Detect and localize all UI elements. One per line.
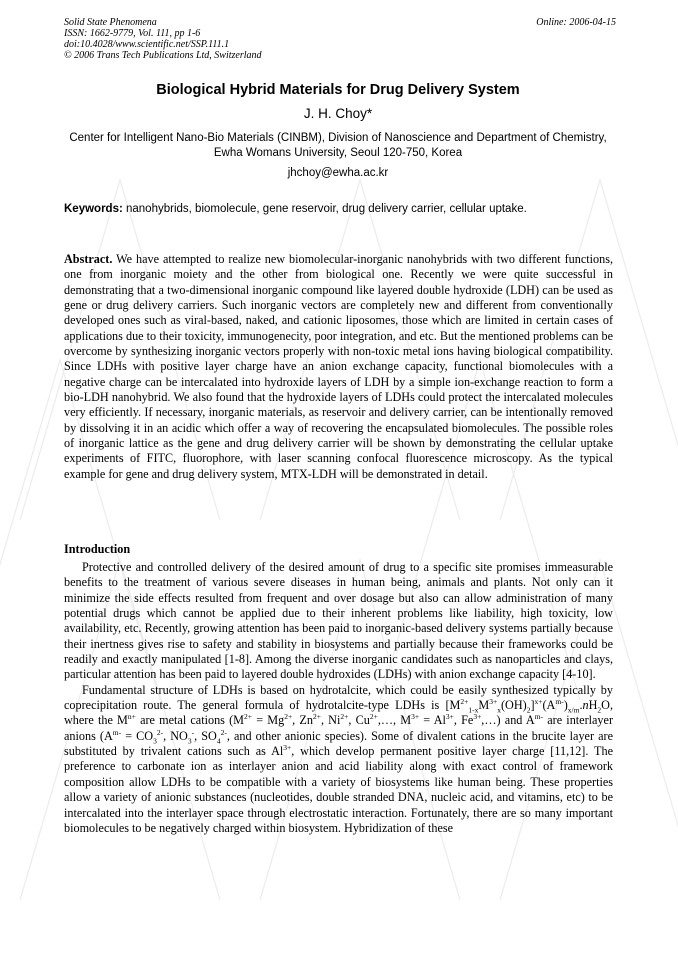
keywords-text: nanohybrids, biomolecule, gene reservoir, drug delivery carrier, cellular uptake. <box>126 203 527 215</box>
journal-header <box>64 17 616 61</box>
intro-paragraph-1: Protective and controlled delivery of the desired amount of drug to a specific site promises immeasurable benefits to the treatment of various severe diseases in human being, animals and plants. Not only can it minimize the side effects resulted from frequent and over dosage but also can allow administration of many potential drugs which cannot be applied due to their inherent problems like liability, high toxicity, low availability, etc. Recently, growing attention has been paid to inorganic-based delivery systems partially because their inertness gives rise to safety and stability in biosystems and partially because their frameworks could be readily and exactly manipulated [1-8]. Among the diverse inorganic candidates such as nanoparticles and clays, particular attention has been paid to layered double hydroxides (LDHs) with anion exchange capacity [4-10]. <box>64 560 613 682</box>
journal-copyright: © 2006 Trans Tech Publications Ltd, Switzerland <box>64 50 262 61</box>
keywords-label: Keywords: <box>64 203 123 215</box>
introduction-body <box>64 560 613 836</box>
journal-doi: doi:10.4028/www.scientific.net/SSP.111.1 <box>64 39 230 50</box>
journal-issn: ISSN: 1662-9779, Vol. 111, pp 1-6 <box>64 28 201 39</box>
abstract <box>64 252 613 482</box>
section-heading-introduction: Introduction <box>64 542 131 556</box>
keywords <box>64 203 616 215</box>
paper-title: Biological Hybrid Materials for Drug Delivery System <box>156 82 520 98</box>
author-affiliation: Center for Intelligent Nano-Bio Materials (CINBM), Division of Nanoscience and Department of Chemistry, Ewha Womans University, Seoul 120-750, Korea <box>69 132 607 159</box>
paper-author: J. H. Choy* <box>303 106 373 121</box>
online-date: Online: 2006-04-15 <box>536 17 616 28</box>
author-email: jhchoy@ewha.ac.kr <box>287 167 389 179</box>
abstract-text: We have attempted to realize new biomolecular-inorganic nanohybrids with two different functions, one from inorganic moiety and the other from biological one. Recently we were quite successful in demonstrating that a two-dimensional inorganic compound like layered double hydroxide (LDH) can be used as gene or drug delivery carriers. Such inorganic vectors are completely new and different from conventionally developed ones such as viral-based, naked, and cationic liposomes, those which are limited in certain cases of applications due to their toxicity, immunogenecity, poor integration, and etc. But the mentioned problems can be overcome by synthesizing inorganic vectors properly with non-toxic metal ions having biological compatibility. Since LDHs with positive layer charge have an anion exchange capacity, functional biomolecules with a negative charge can be intercalated into hydroxide layers of LDH by a simple ion-exchange reaction to form a bio-LDH nanohybrid. We also found that the hydroxide layers of LDHs could protect the intercalated molecules very efficiently. If necessary, inorganic materials, as reservoir and delivery carrier, can be intentionally removed by dissolving it in an acidic which offer a way of recovering the encapsulated biomolecules. The possible roles of inorganic lattice as the gene and drug delivery carrier will be shown by demonstrating the cellular uptake experiments of FITC, fluorophore, with laser scanning confocal fluorescence microscopy. As the typical example for gene and drug delivery system, MTX-LDH will be demonstrated in detail. <box>64 252 614 481</box>
intro-paragraph-2: Fundamental structure of LDHs is based on hydrotalcite, which could be easily synthesized typically by coprecipitation route. The general formula of hydrotalcite-type LDHs is $[M^{2+}_{1-x}M^{3+}_x(OH)_2]^{x+}(A^{m-})_{x/m}.nH_2O$, where the $M^{n+}$ are metal cations ($M^{2+} = Mg^{2+}$, $Zn^{2+}$, $Ni^{2+}$, $Cu^{2+},\dots$, $M^{3+} = Al^{3+}$, $Fe^{3+},\dots$) and $A^{m-}$ are interlayer anions ($A^{m-} = CO_3^{2-}$, $NO_3^-$, $SO_4^{2-}$, and other anionic species). Some of divalent cations in the brucite layer are substituted by trivalent cations such as $Al^{3+}$, which develop permanent positive layer charge [11,12]. The preference to carbonate ion as interlayer anion and acid liability along with exact control of framework composition allow LDHs to be compatible with a variety of biosystems like human being. These properties allow a variety of anionic substances (nucleotides, double stranded DNA, nucleic acid, and vitamins, etc) to be intercalated into the interlayer space through electrostatic interaction. Fortunately, there are so many important biomolecules to be negatively charged within biosystem. Hybridization of these <box>64 682 613 835</box>
journal-name: Solid State Phenomena <box>64 17 157 28</box>
abstract-label: Abstract. <box>64 252 113 266</box>
